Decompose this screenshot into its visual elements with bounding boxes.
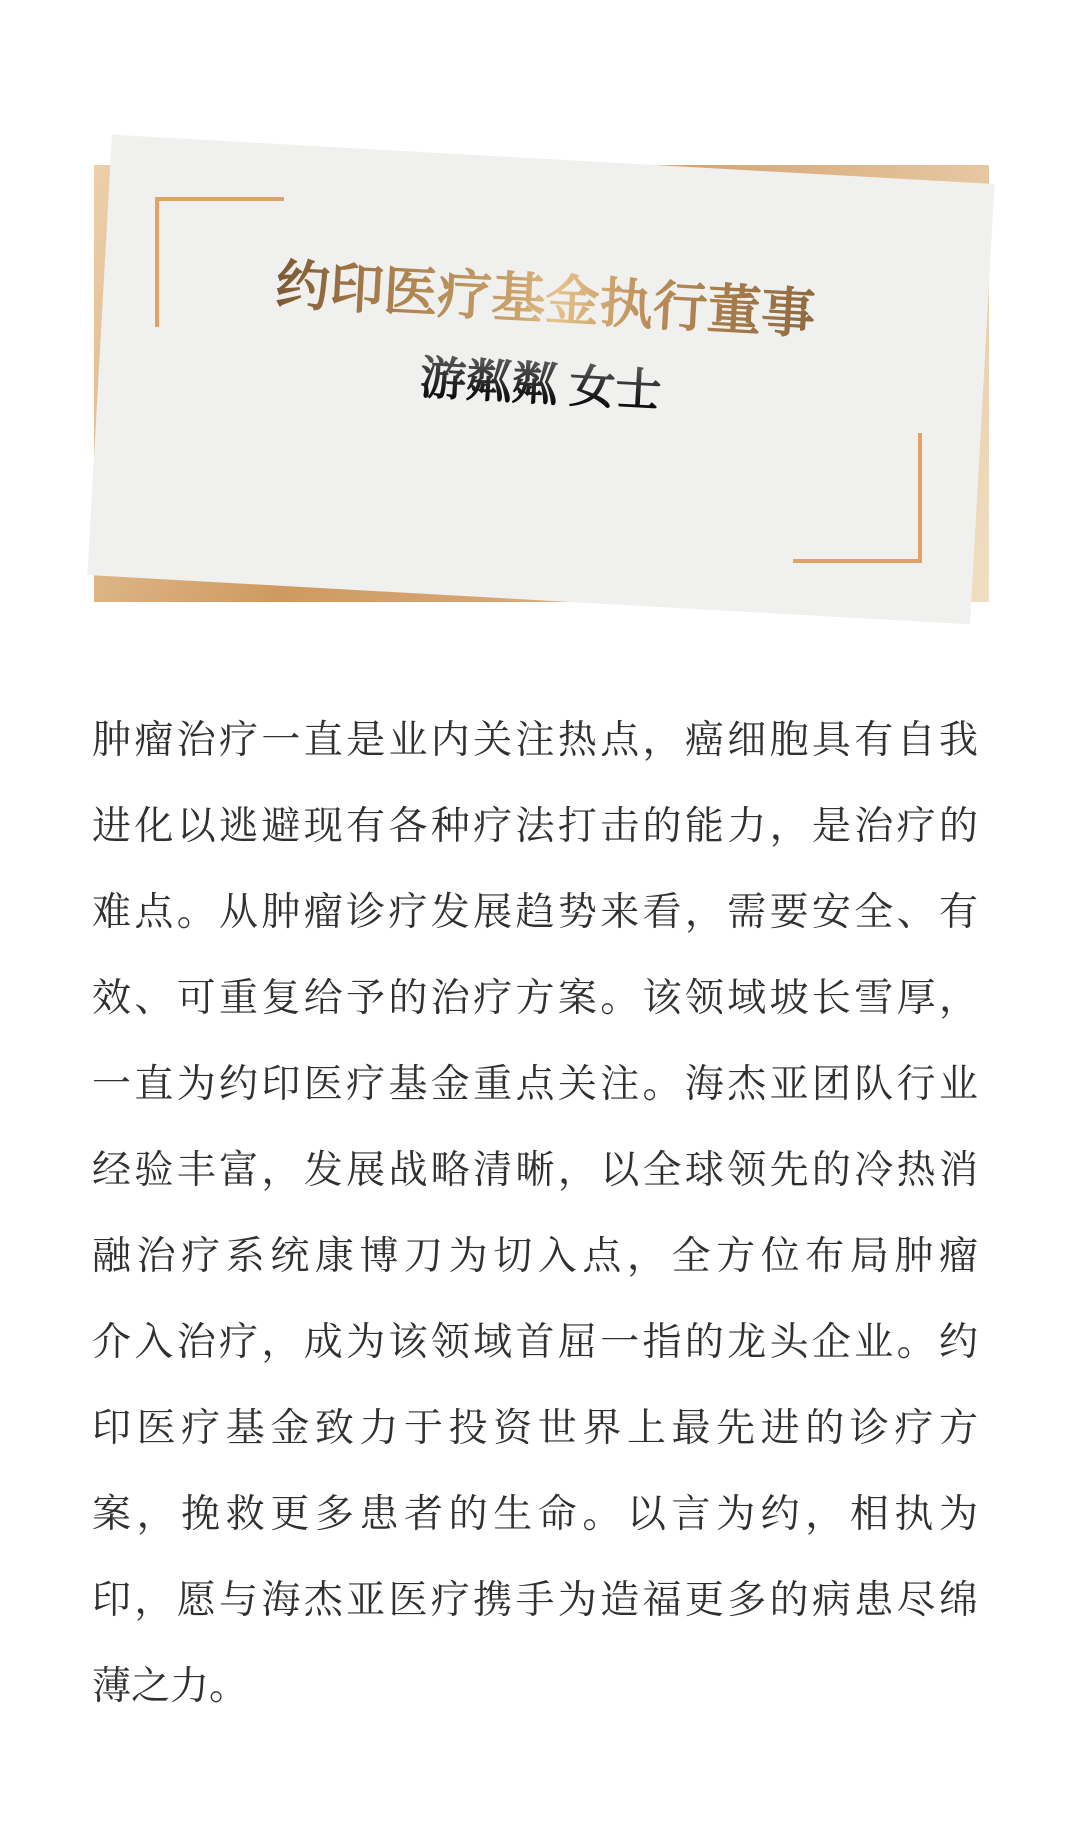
body-line: 难点。从肿瘤诊疗发展趋势来看，需要安全、有: [92, 891, 978, 934]
body-line: 经验丰富，发展战略清晰，以全球领先的冷热消: [92, 1149, 978, 1192]
header-banner: [0, 0, 1080, 690]
body-line: 肿瘤治疗一直是业内关注热点，癌细胞具有自我: [92, 719, 978, 762]
body-line: 融治疗系统康博刀为切入点，全方位布局肿瘤: [92, 1235, 978, 1278]
page-title: 约印医疗基金执行董事: [274, 255, 817, 346]
body-line: 印，愿与海杰亚医疗携手为造福更多的病患尽绵: [92, 1579, 978, 1622]
body-line: 介入治疗，成为该领域首屈一指的龙头企业。约: [92, 1321, 978, 1364]
body-line: 薄之力。: [92, 1665, 249, 1708]
corner-bracket-bottom-right-icon: [793, 433, 922, 563]
body-line: 进化以逃避现有各种疗法打击的能力，是治疗的: [92, 805, 978, 848]
corner-bracket-top-left-icon: [155, 197, 284, 327]
page-subtitle: 游粼粼 女士: [418, 352, 663, 418]
body-line: 一直为约印医疗基金重点关注。海杰亚团队行业: [92, 1063, 978, 1106]
body-line: 效、可重复给予的治疗方案。该领域坡长雪厚，: [92, 977, 978, 1020]
body-line: 案，挽救更多患者的生命。以言为约，相执为: [92, 1493, 978, 1536]
article-body: [92, 698, 978, 1730]
body-line: 印医疗基金致力于投资世界上最先进的诊疗方: [92, 1407, 978, 1450]
